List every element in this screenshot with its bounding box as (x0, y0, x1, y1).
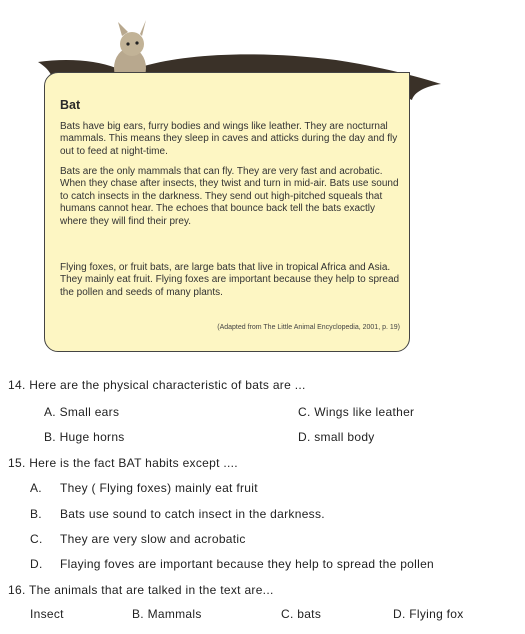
card-paragraph-3: Flying foxes, or fruit bats, are large bats that live in tropical Africa and Asia. They mainly eat fruit. Flying foxes are important because they help to spread the pollen and seeds of many plants. (60, 262, 400, 298)
card-paragraph-2: Bats are the only mammals that can fly. They are very fast and acrobatic. When they chase after insects, they twist and turn in mid-air. Bats use sound to catch insects in the darkness. They send out high-pitched squeals that humans cannot hear. The echoes that bounce back tell the bats exactly where they will find their prey. (60, 166, 399, 227)
q16-option-a[interactable]: Insect (30, 607, 64, 621)
q15-option-c[interactable]: They are very slow and acrobatic (60, 532, 246, 546)
q14-option-b[interactable]: B. Huge horns (44, 430, 125, 444)
q15-option-a[interactable]: They ( Flying foxes) mainly eat fruit (60, 481, 258, 495)
card-paragraph-1: Bats have big ears, furry bodies and wings like leather. They are nocturnal mammals. This means they sleep in caves and atticks during the day and fly out to feed at night-time. (60, 121, 398, 157)
question-14: 14. Here are the physical characteristic of bats are ... (8, 378, 306, 392)
q14-option-a[interactable]: A. Small ears (44, 405, 120, 419)
card-source: (Adapted from The Little Animal Encyclopedia, 2001, p. 19) (217, 324, 400, 331)
q16-option-d[interactable]: D. Flying fox (393, 607, 464, 621)
bat-head (120, 32, 144, 56)
card-title: Bat (60, 98, 81, 112)
q15-option-d-letter: D. (30, 557, 43, 571)
q15-option-b[interactable]: Bats use sound to catch insect in the darkness. (60, 507, 325, 521)
q14-option-c[interactable]: C. Wings like leather (298, 405, 415, 419)
q16-option-b[interactable]: B. Mammals (132, 607, 202, 621)
question-16: 16. The animals that are talked in the text are... (8, 583, 274, 597)
q16-option-c[interactable]: C. bats (281, 607, 322, 621)
q15-option-a-letter: A. (30, 481, 42, 495)
question-15: 15. Here is the fact BAT habits except .... (8, 456, 238, 470)
q15-option-d[interactable]: Flaying foves are important because they help to spread the pollen (60, 557, 435, 571)
q15-option-c-letter: C. (30, 532, 43, 546)
q14-option-d[interactable]: D. small body (298, 430, 375, 444)
q15-option-b-letter: B. (30, 507, 42, 521)
